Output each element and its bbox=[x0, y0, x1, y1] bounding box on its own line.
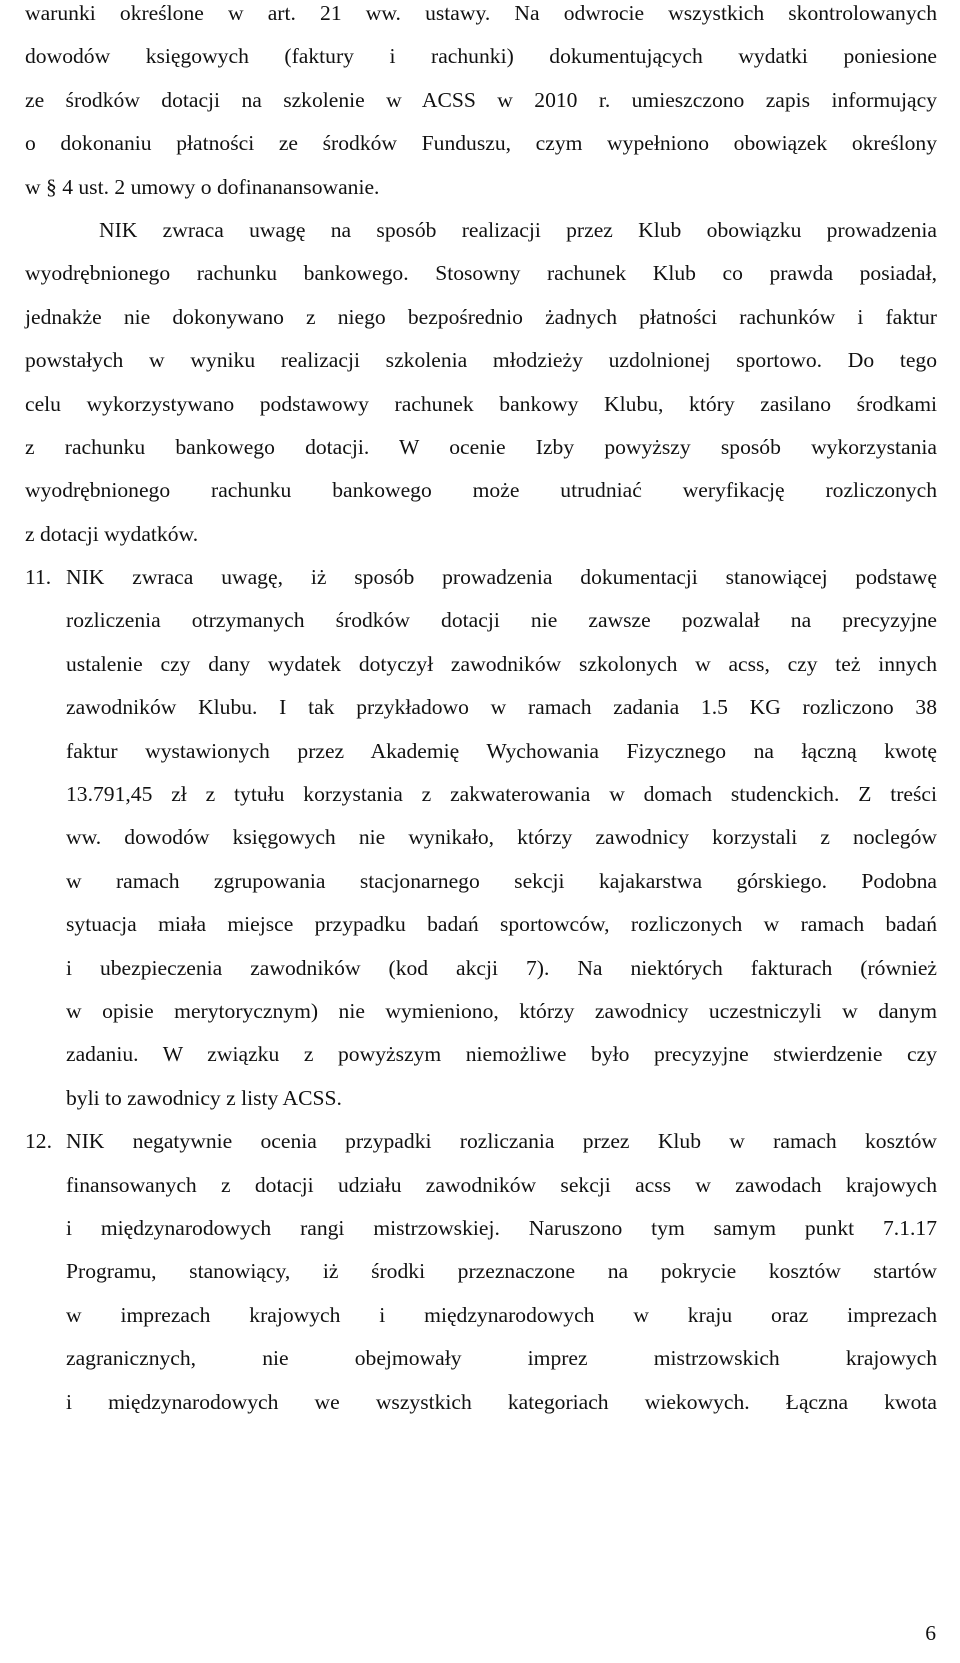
text-line: warunki określone w art. 21 ww. ustawy. Na odwrocie wszystkich skontrolowanych bbox=[25, 1, 937, 25]
text-line: NIK negatywnie ocenia przypadki rozliczania przez Klub w ramach kosztów bbox=[66, 1129, 937, 1154]
item-number: 11. bbox=[25, 565, 52, 590]
paragraph-nik-remark bbox=[25, 209, 937, 556]
item-number: 12. bbox=[25, 1129, 52, 1154]
text-line: finansowanych z dotacji udziału zawodników sekcji acss w zawodach krajowych bbox=[66, 1172, 937, 1197]
document-page bbox=[25, 0, 937, 1424]
text-line: jednakże nie dokonywano z niego bezpośrednio żadnych płatności rachunków i faktur bbox=[25, 304, 937, 329]
text-line: w § 4 ust. 2 umowy o dofinanansowanie. bbox=[25, 174, 380, 199]
numbered-item-11 bbox=[25, 556, 937, 1120]
text-line: faktur wystawionych przez Akademię Wychowania Fizycznego na łączną kwotę bbox=[66, 738, 937, 763]
text-line: ze środków dotacji na szkolenie w ACSS w 2010 r. umieszczono zapis informujący bbox=[25, 87, 937, 112]
numbered-item-12 bbox=[25, 1120, 937, 1424]
paragraph-continuation bbox=[25, 0, 937, 209]
text-line: Programu, stanowiący, iż środki przeznaczone na pokrycie kosztów startów bbox=[66, 1259, 937, 1284]
text-line: NIK zwraca uwagę na sposób realizacji przez Klub obowiązku prowadzenia bbox=[99, 217, 937, 242]
text-line: i międzynarodowych rangi mistrzowskiej. Naruszono tym samym punkt 7.1.17 bbox=[66, 1215, 937, 1240]
text-line: z rachunku bankowego dotacji. W ocenie Izby powyższy sposób wykorzystania bbox=[25, 434, 937, 459]
text-line: ww. dowodów księgowych nie wynikało, którzy zawodnicy korzystali z noclegów bbox=[66, 825, 937, 850]
text-line: rozliczenia otrzymanych środków dotacji nie zawsze pozwalał na precyzyjne bbox=[66, 608, 937, 633]
text-line: o dokonaniu płatności ze środków Funduszu, czym wypełniono obowiązek określony bbox=[25, 131, 937, 156]
text-line: z dotacji wydatków. bbox=[25, 521, 199, 546]
text-line: dowodów księgowych (faktury i rachunki) dokumentujących wydatki poniesione bbox=[25, 44, 937, 69]
text-line: i ubezpieczenia zawodników (kod akcji 7). Na niektórych fakturach (również bbox=[66, 955, 937, 980]
text-line: zadaniu. W związku z powyższym niemożliwe było precyzyjne stwierdzenie czy bbox=[66, 1042, 937, 1067]
text-line: 13.791,45 zł z tytułu korzystania z zakwaterowania w domach studenckich. Z treści bbox=[66, 782, 937, 807]
text-line: zagranicznych, nie obejmowały imprez mistrzowskich krajowych bbox=[66, 1346, 937, 1371]
text-line: wyodrębnionego rachunku bankowego może utrudniać weryfikację rozliczonych bbox=[25, 478, 937, 503]
text-line: i międzynarodowych we wszystkich kategoriach wiekowych. Łączna kwota bbox=[66, 1389, 937, 1414]
text-line: byli to zawodnicy z listy ACSS. bbox=[66, 1085, 342, 1110]
text-line: w ramach zgrupowania stacjonarnego sekcji kajakarstwa górskiego. Podobna bbox=[66, 868, 937, 893]
text-line: celu wykorzystywano podstawowy rachunek bankowy Klubu, który zasilano środkami bbox=[25, 391, 937, 416]
text-line: w imprezach krajowych i międzynarodowych w kraju oraz imprezach bbox=[66, 1302, 937, 1327]
text-line: powstałych w wyniku realizacji szkolenia młodzieży uzdolnionej sportowo. Do tego bbox=[25, 348, 937, 373]
text-line: w opisie merytorycznym) nie wymieniono, którzy zawodnicy uczestniczyli w danym bbox=[66, 998, 937, 1023]
text-line: NIK zwraca uwagę, iż sposób prowadzenia dokumentacji stanowiącej podstawę bbox=[66, 565, 937, 590]
text-line: zawodników Klubu. I tak przykładowo w ramach zadania 1.5 KG rozliczono 38 bbox=[66, 695, 937, 720]
text-line: wyodrębnionego rachunku bankowego. Stosowny rachunek Klub co prawda posiadał, bbox=[25, 261, 937, 286]
page-number: 6 bbox=[925, 1621, 936, 1645]
text-line: ustalenie czy dany wydatek dotyczył zawodników szkolonych w acss, czy też innych bbox=[66, 651, 937, 676]
text-line: sytuacja miała miejsce przypadku badań sportowców, rozliczonych w ramach badań bbox=[66, 912, 937, 937]
